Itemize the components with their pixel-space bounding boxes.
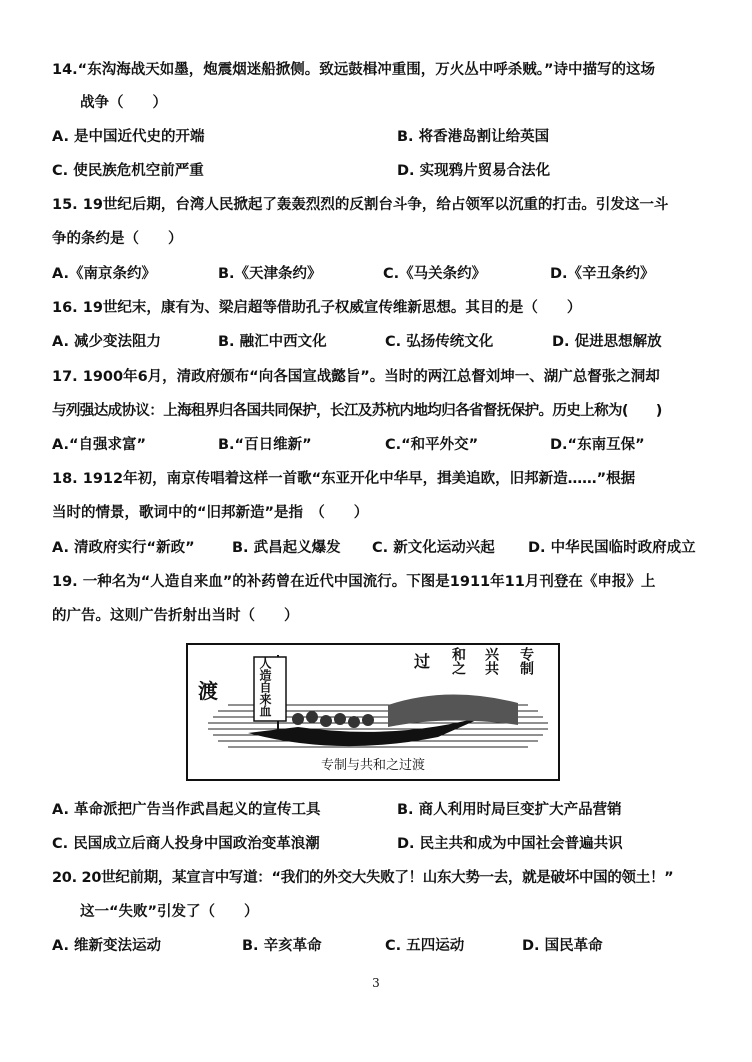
figure-sail-text: 人造自来血 xyxy=(258,657,272,717)
q16-stem-line1: 16. 19世纪末，康有为、梁启超等借助孔子权威宣传维新思想。其目的是（ ） xyxy=(52,300,582,316)
q15-stem-line2: 争的条约是（ ） xyxy=(52,231,183,247)
q15-option-b: B.《天津条约》 xyxy=(218,266,322,282)
q14-stem-line1: 14.“东沟海战天如墨，炮震烟迷船掀侧。致远鼓楫冲重围，万火丛中呼杀贼。”诗中描写的这场 xyxy=(52,62,655,78)
q15-option-a: A.《南京条约》 xyxy=(52,266,156,282)
figure-top-char-2: 和之 xyxy=(450,647,466,675)
q16-option-d: D. 促进思想解放 xyxy=(552,334,662,350)
q19-option-d: D. 民主共和成为中国社会普遍共识 xyxy=(397,836,623,852)
figure-caption: 专制与共和之过渡 xyxy=(320,758,425,773)
q18-option-c: C. 新文化运动兴起 xyxy=(372,540,495,556)
q14-option-c: C. 使民族危机空前严重 xyxy=(52,163,204,179)
figure-top-char-4: 专制 xyxy=(518,647,534,675)
q18-option-b: B. 武昌起义爆发 xyxy=(232,540,341,556)
q19-option-a: A. 革命派把广告当作武昌起义的宣传工具 xyxy=(52,802,321,818)
q19-stem-line1: 19. 一种名为“人造自来血”的补药曾在近代中国流行。下图是1911年11月刊登在《申报》上 xyxy=(52,574,656,590)
q15-stem-line1: 15. 19世纪后期，台湾人民掀起了轰轰烈烈的反割台斗争，给占领军以沉重的打击。引发这一斗 xyxy=(52,197,669,213)
q18-option-d: D. 中华民国临时政府成立 xyxy=(528,540,696,556)
q20-stem-line1: 20. 20世纪前期，某宣言中写道：“我们的外交大失败了！山东大势一去，就是破坏中国的领土！” xyxy=(52,870,674,886)
q17-option-b: B.“百日维新” xyxy=(218,437,312,453)
q17-stem-line2: 与列强达成协议：上海租界归各国共同保护，长江及苏杭内地均归各省督抚保护。历史上称为( ) xyxy=(52,403,662,419)
q19-stem-line2: 的广告。这则广告折射出当时（ ） xyxy=(52,608,299,624)
page-number: 3 xyxy=(372,976,380,990)
q16-option-b: B. 融汇中西文化 xyxy=(218,334,327,350)
q20-stem-line2: 这一“失败”引发了（ ） xyxy=(80,904,259,920)
q20-option-a: A. 维新变法运动 xyxy=(52,938,162,954)
q15-option-d: D.《辛丑条约》 xyxy=(550,266,655,282)
figure-left-char: 渡 xyxy=(198,679,218,703)
newspaper-ad-figure xyxy=(186,643,560,781)
q17-option-c: C.“和平外交” xyxy=(385,437,479,453)
q16-option-c: C. 弘扬传统文化 xyxy=(385,334,494,350)
q18-option-a: A. 清政府实行“新政” xyxy=(52,540,195,556)
figure-top-char-3: 兴共 xyxy=(483,647,499,675)
q18-stem-line2: 当时的情景，歌词中的“旧邦新造”是指 （ ） xyxy=(52,505,369,521)
figure-top-char-1: 过 xyxy=(414,652,431,671)
q18-stem-line1: 18. 1912年初，南京传唱着这样一首歌“东亚开化中华早，揖美追欧，旧邦新造……”根据 xyxy=(52,471,636,487)
q17-option-a: A.“自强求富” xyxy=(52,437,147,453)
q14-option-d: D. 实现鸦片贸易合法化 xyxy=(397,163,551,179)
q16-option-a: A. 减少变法阻力 xyxy=(52,334,162,350)
q15-option-c: C.《马关条约》 xyxy=(383,266,487,282)
q20-option-d: D. 国民革命 xyxy=(522,938,603,954)
q14-option-a: A. 是中国近代史的开端 xyxy=(52,129,205,145)
q20-option-c: C. 五四运动 xyxy=(385,938,465,954)
q20-option-b: B. 辛亥革命 xyxy=(242,938,322,954)
q17-stem-line1: 17. 1900年6月，清政府颁布“向各国宣战懿旨”。当时的两江总督刘坤一、湖广总督张之洞却 xyxy=(52,369,660,385)
q19-option-c: C. 民国成立后商人投身中国政治变革浪潮 xyxy=(52,836,320,852)
q14-stem-line2: 战争（ ） xyxy=(80,95,167,111)
q17-option-d: D.“东南互保” xyxy=(550,437,645,453)
q19-option-b: B. 商人利用时局巨变扩大产品营销 xyxy=(397,802,622,818)
q14-option-b: B. 将香港岛割让给英国 xyxy=(397,129,550,145)
